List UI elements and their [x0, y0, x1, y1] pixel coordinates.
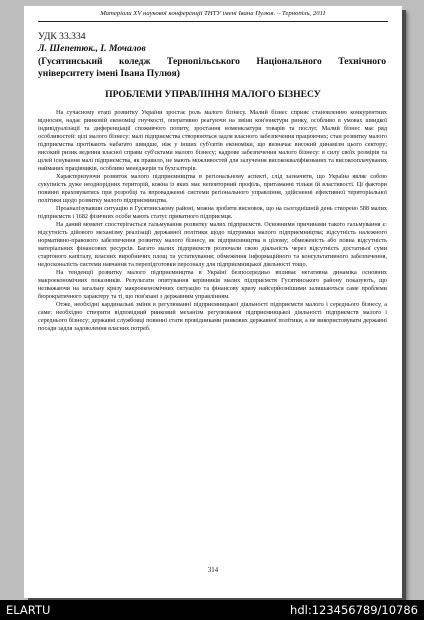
affiliation: (Гусятинський коледж Тернопільського Національного Технічного університету імені Івана Пулюя) [38, 56, 386, 79]
repository-name: ELARTU [6, 603, 51, 617]
paragraph: На сучасному етапі розвитку України зростає роль малого бізнесу. Малий бізнес сприяє становленню конкурентних відносин, надає ринковій економіці гнучкості, оперативно реагуючи на зміни кон'юнктури ринку, особливо в умовах швидкої індивідуалізації та диференціації споживчого попиту, зростання номенклатури товарів та послуг. Малий бізнес має ряд особливостей: цілі малого бізнесу: малі підприємства створюються задля власного забезпечення працюючих; стан розвитку малого підприємства протікають набагато швидше, ніж у інших суб'єктів економіки, що визначає високий динамізм цього сектору; високий ризик ведення власної справи суб'єктами малого бізнесу; кадрове забезпечення малого бізнесу: в силу своїх розмірів та цілей існування малі підприємства, як правило, не мають можливостей для залучення висококваліфікованих та високооплачуваних найманих працівників, особливо менеджерів та бухгалтерів. [38, 109, 387, 172]
document-page [24, 6, 402, 598]
paragraph: На тенденції розвитку малого підприємництва в Україні безпосередньо впливає негативна динаміка основних макроекономічних показників. Результати опитування керівників малих підприємств Гусятинського району показують, що незважаючи на загальну кризу макроекономічних ситуацію та фінансову кризу найсерйознішими залишаються саме проблеми бюрократичного характеру та ті, що пов'язані з державним управлінням. [38, 269, 387, 300]
header-divider [38, 21, 388, 22]
udk-code: УДК 33.334 [38, 31, 86, 42]
authors: Л. Шепетюк., І. Мочалов [38, 43, 146, 54]
handle-identifier[interactable]: hdl:123456789/10786 [290, 603, 418, 617]
paragraph: Проаналізувавши ситуацію в Гусятинському районі, можна зробити висновок, що на сьогоднішній день створено 588 малих підприємств і 1682 фізичних особи мають статус приватного підприємця. [38, 205, 387, 220]
running-header: Матеріали XV наукової конференції ТНТУ імені Івана Пулюя. – Тернопіль, 2011 [100, 10, 326, 17]
article-title: ПРОБЛЕМИ УПРАВЛІННЯ МАЛОГО БІЗНЕСУ [105, 89, 321, 100]
paragraph: Характеризуючи розвиток малого підприємництва в регіональному аспекті, слід зазначити, що Україна являє собою сукупність дуже неоднорідних територій, кожна із яких має неповторний профіль, притаманні тільки їй властивості. Ці фактори повинні враховуватись при розробці та впровадженні системи регіонального управління, здійсненні ефективної територіальної політики щодо розвитку малого підприємництва. [38, 173, 387, 204]
repository-footer [0, 600, 424, 620]
paragraph: Отже, необхідні кардинальні зміни в регулюванні підприємницької діяльності підприємств малого і середнього бізнесу, а саме: необхідно створити відповідний ринковий механізм регулювання підприємницької діяльності підприємств малого і середнього бізнесу; державні службовці повинні стати провідниками ринкових державної політики, а не використовувати державні посади задля задоволення власних потреб. [38, 301, 387, 332]
page-number: 314 [207, 567, 219, 574]
paragraph: На даний момент спостерігається гальмування розвитку малих підприємств. Основними причинами такого гальмування є: відсутність дійового механізму реалізації державної політики щодо підтримки малого підприємництва; відсутність належного нормативно-правового забезпечення розвитку малого бізнесу, як підприємництва в цілому; обмеженість або повна відсутність матеріальних фінансових ресурсів. Багато малих підприємств розпочали свою діяльність через відсутність достатньої суми стартового капіталу, власних виробничих площ та устаткування; обмеження інформаційного та консультативного забезпечення, недосконалість системи навчання та перепідготовки персоналу для підприємницької діяльності тощо. [38, 221, 387, 268]
article-body [38, 109, 387, 333]
